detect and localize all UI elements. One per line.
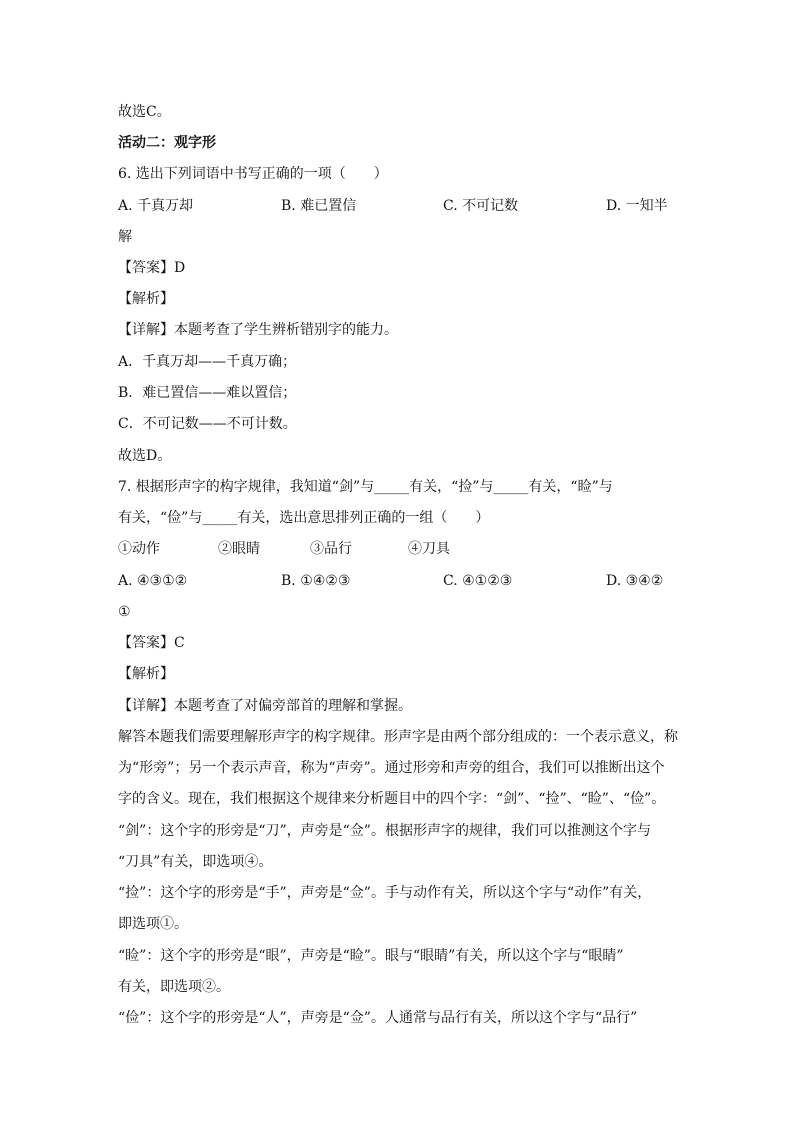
text-line: “捡”：这个字的形旁是“手”，声旁是“佥”。手与动作有关，所以这个字与“动作”有关， (118, 885, 652, 901)
option-c: C. ④①②③ (443, 573, 513, 589)
text-line: 即选项①。 (118, 916, 188, 932)
text-line: 有关，即选项②。 (118, 979, 230, 995)
question-7-stem-cont: 有关，“俭”与_____有关，选出意思排列正确的一组（ ） (118, 510, 490, 526)
text-line: ① (118, 604, 131, 620)
question-6-stem: 6. 选出下列词语中书写正确的一项（ ） (118, 166, 388, 182)
analysis-label: 【解析】 (118, 291, 174, 307)
text-line: A．千真万却——千真万确； (118, 354, 297, 370)
item-2: ②眼睛 (218, 541, 260, 557)
question-7-stem: 7. 根据形声字的构字规律，我知道“剑”与_____有关，“捡”与_____有关，“睑”与 (118, 479, 613, 495)
option-d: D. ③④② (606, 573, 664, 589)
option-d: D. 一知半 (606, 198, 668, 214)
detail-line: 【详解】本题考查了对偏旁部首的理解和掌握。 (118, 698, 412, 714)
option-b: B. 难已置信 (281, 198, 357, 214)
text-line: 故选C。 (118, 104, 171, 120)
text-line: 解 (118, 229, 132, 245)
option-a: A. 千真万却 (118, 198, 194, 214)
text-line: “睑”：这个字的形旁是“眼”，声旁是“睑”。眼与“眼睛”有关，所以这个字与“眼睛” (118, 948, 624, 964)
item-1: ①动作 (118, 541, 160, 557)
option-a: A. ④③①② (118, 573, 188, 589)
text-line: B．难已置信——难以置信； (118, 385, 297, 401)
analysis-label: 【解析】 (118, 666, 174, 682)
text-line: “俭”：这个字的形旁是“人”，声旁是“佥”。人通常与品行有关，所以这个字与“品行” (118, 1010, 638, 1026)
item-4: ④刀具 (408, 541, 450, 557)
answer-label: 【答案】C (118, 635, 185, 651)
option-c: C. 不可记数 (443, 198, 519, 214)
text-line: C．不可记数——不可计数。 (118, 416, 297, 432)
text-line: 故选D。 (118, 448, 172, 464)
text-line: “刀具”有关，即选项④。 (118, 854, 273, 870)
text-line: 字的含义。现在，我们根据这个规律来分析题目中的四个字：“剑”、“捡”、“睑”、“俭”。 (118, 791, 666, 807)
option-b: B. ①④②③ (281, 573, 351, 589)
text-line: 为“形旁”；另一个表示声音，称为“声旁”。通过形旁和声旁的组合，我们可以推断出这个 (118, 760, 665, 776)
text-line: 解答本题我们需要理解形声字的构字规律。形声字是由两个部分组成的：一个表示意义，称 (118, 729, 678, 745)
answer-label: 【答案】D (118, 260, 186, 276)
section-heading: 活动二：观字形 (118, 135, 216, 151)
detail-line: 【详解】本题考查了学生辨析错别字的能力。 (118, 322, 398, 338)
item-3: ③品行 (310, 541, 352, 557)
text-line: “剑”：这个字的形旁是“刀”，声旁是“佥”。根据形声字的规律，我们可以推测这个字与 (118, 823, 651, 839)
